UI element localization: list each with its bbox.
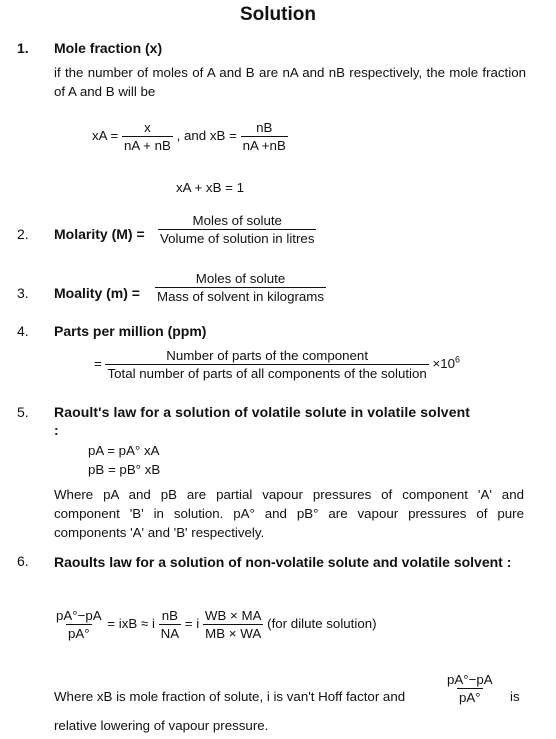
mole-fraction-equation — [92, 120, 288, 153]
ppm-equals: = — [94, 356, 102, 372]
section-6-where-text: Where xB is mole fraction of solute, i is van't Hoff factor and — [54, 689, 406, 704]
raoult-nonvolatile-equation — [54, 608, 377, 641]
inline-denominator: pA° — [459, 690, 481, 705]
xa-numerator: x — [144, 120, 151, 135]
raoult-eq-a: pA = pA° xA — [88, 443, 160, 458]
molality-denominator: Mass of solvent in kilograms — [157, 289, 325, 304]
dilute-note: (for dilute solution) — [267, 616, 377, 632]
section-6-heading: Raoults law for a solution of non-volatile solute and volatile solvent : — [54, 554, 512, 570]
section-3-heading: Moality (m) = — [54, 285, 140, 301]
eq-mid-1: = ixB ≈ i — [107, 616, 155, 632]
nb-numerator: nB — [161, 608, 178, 623]
inline-numerator: pA°−pA — [447, 672, 493, 687]
page-title: Solution — [240, 4, 316, 25]
eq-mid-2: = i — [184, 616, 200, 632]
wm-numerator: WB × MA — [204, 608, 262, 623]
section-4-heading: Parts per million (ppm) — [54, 323, 207, 339]
section-5-number: 5. — [17, 404, 29, 420]
section-6-number: 6. — [17, 553, 29, 569]
relative-lowering-inline — [445, 672, 495, 705]
ppm-equation — [94, 348, 460, 381]
molality-numerator: Moles of solute — [195, 271, 286, 286]
xa-denominator: nA + nB — [123, 138, 171, 153]
section-5-text: Where pA and pB are partial vapour pressures of component 'A' and component 'B' in solution. pA° and pB° are vapour pressures of pure components 'A' and 'B' respectively. — [54, 487, 524, 540]
xb-fraction — [241, 120, 288, 153]
ppm-denominator: Total number of parts of all components of the solution — [107, 366, 427, 381]
ppm-factor: ×10 — [432, 356, 456, 372]
moles-fraction — [159, 608, 181, 641]
section-2-number: 2. — [17, 226, 29, 242]
xb-denominator: nA +nB — [242, 138, 286, 153]
section-1-number: 1. — [17, 40, 29, 56]
lhs-denominator: pA° — [68, 626, 90, 641]
xa-fraction — [122, 120, 173, 153]
section-1-heading: Mole fraction (x) — [54, 40, 163, 56]
molality-fraction — [155, 271, 326, 304]
lhs-numerator: pA°−pA — [56, 608, 102, 623]
section-4-number: 4. — [17, 323, 29, 339]
molarity-numerator: Moles of solute — [192, 213, 282, 228]
na-denominator: NA — [160, 626, 180, 641]
molarity-denominator: Volume of solution in litres — [160, 231, 315, 246]
section-3-number: 3. — [17, 285, 29, 301]
section-1-text: if the number of moles of A and B are nA and nB respectively, the mole fraction of A and B will be — [54, 65, 526, 99]
ppm-numerator: Number of parts of the component — [166, 348, 369, 363]
xb-numerator: nB — [256, 120, 273, 135]
ppm-exponent: 6 — [455, 354, 461, 365]
xa-lhs: xA = — [92, 128, 119, 144]
raoult-eq-b: pB = pB° xB — [88, 462, 161, 477]
mass-fraction — [203, 608, 264, 641]
mole-fraction-sum: xA + xB = 1 — [176, 180, 245, 195]
section-6-last-line: relative lowering of vapour pressure. — [54, 718, 269, 733]
section-5-colon: : — [54, 422, 59, 438]
relative-lowering-fraction — [54, 608, 104, 641]
and-xb-text: , and xB = — [176, 128, 237, 144]
section-5-heading: Raoult's law for a solution of volatile solute in volatile solvent — [54, 404, 470, 420]
molarity-fraction — [158, 213, 316, 246]
is-word: is — [510, 689, 520, 704]
section-2-heading: Molarity (M) = — [54, 226, 145, 242]
mw-denominator: MB × WA — [205, 626, 262, 641]
